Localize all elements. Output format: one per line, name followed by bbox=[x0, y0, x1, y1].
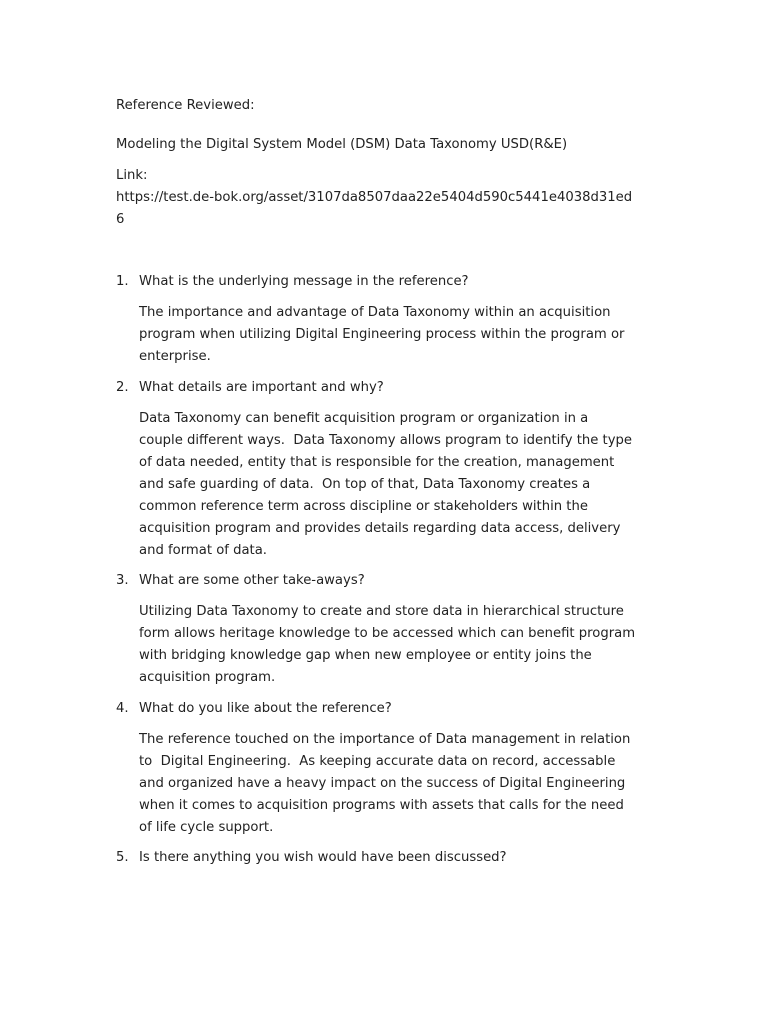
answer-line: of data needed, entity that is responsible for the creation, management bbox=[139, 455, 615, 470]
answer-line: when it comes to acquisition programs with assets that calls for the need bbox=[139, 798, 624, 813]
answer-text bbox=[139, 729, 630, 839]
question-text: What is the underlying message in the reference? bbox=[139, 274, 469, 289]
question-number: 3. bbox=[116, 573, 129, 588]
question-number: 1. bbox=[116, 274, 129, 289]
question-text: What are some other take-aways? bbox=[139, 573, 365, 588]
answer-line: Utilizing Data Taxonomy to create and store data in hierarchical structure bbox=[139, 604, 624, 619]
question-number: 4. bbox=[116, 701, 129, 716]
answer-line: couple different ways. Data Taxonomy allows program to identify the type bbox=[139, 433, 632, 448]
answer-line: acquisition program. bbox=[139, 670, 276, 685]
answer-line: acquisition program and provides details regarding data access, delivery bbox=[139, 521, 621, 536]
link-url[interactable]: https://test.de-bok.org/asset/3107da8507daa22e5404d590c5441e4038d31ed bbox=[116, 190, 633, 205]
answer-line: form allows heritage knowledge to be accessed which can benefit program bbox=[139, 626, 636, 641]
answer-line: of life cycle support. bbox=[139, 820, 274, 835]
answer-text bbox=[139, 601, 635, 689]
question-text: Is there anything you wish would have been discussed? bbox=[139, 850, 507, 865]
answer-text bbox=[139, 408, 632, 562]
answer-line: program when utilizing Digital Engineering process within the program or bbox=[139, 327, 625, 342]
answer-line: to Digital Engineering. As keeping accurate data on record, accessable bbox=[139, 754, 616, 769]
answer-line: and organized have a heavy impact on the success of Digital Engineering bbox=[139, 776, 626, 791]
answer-line: with bridging knowledge gap when new employee or entity joins the bbox=[139, 648, 592, 663]
link-label: Link: bbox=[116, 168, 148, 183]
answer-line: The importance and advantage of Data Taxonomy within an acquisition bbox=[139, 305, 611, 320]
answer-line: enterprise. bbox=[139, 349, 211, 364]
link-url-continuation[interactable]: 6 bbox=[116, 212, 125, 227]
question-text: What do you like about the reference? bbox=[139, 701, 392, 716]
question-number: 2. bbox=[116, 380, 129, 395]
question-text: What details are important and why? bbox=[139, 380, 384, 395]
reference-heading: Reference Reviewed: bbox=[116, 98, 255, 113]
answer-line: and format of data. bbox=[139, 543, 267, 558]
answer-line: The reference touched on the importance of Data management in relation bbox=[139, 732, 631, 747]
question-number: 5. bbox=[116, 850, 129, 865]
answer-line: common reference term across discipline or stakeholders within the bbox=[139, 499, 588, 514]
reference-title: Modeling the Digital System Model (DSM) Data Taxonomy USD(R&E) bbox=[116, 137, 568, 152]
answer-text bbox=[139, 302, 624, 368]
answer-line: Data Taxonomy can benefit acquisition program or organization in a bbox=[139, 411, 589, 426]
answer-line: and safe guarding of data. On top of that, Data Taxonomy creates a bbox=[139, 477, 591, 492]
